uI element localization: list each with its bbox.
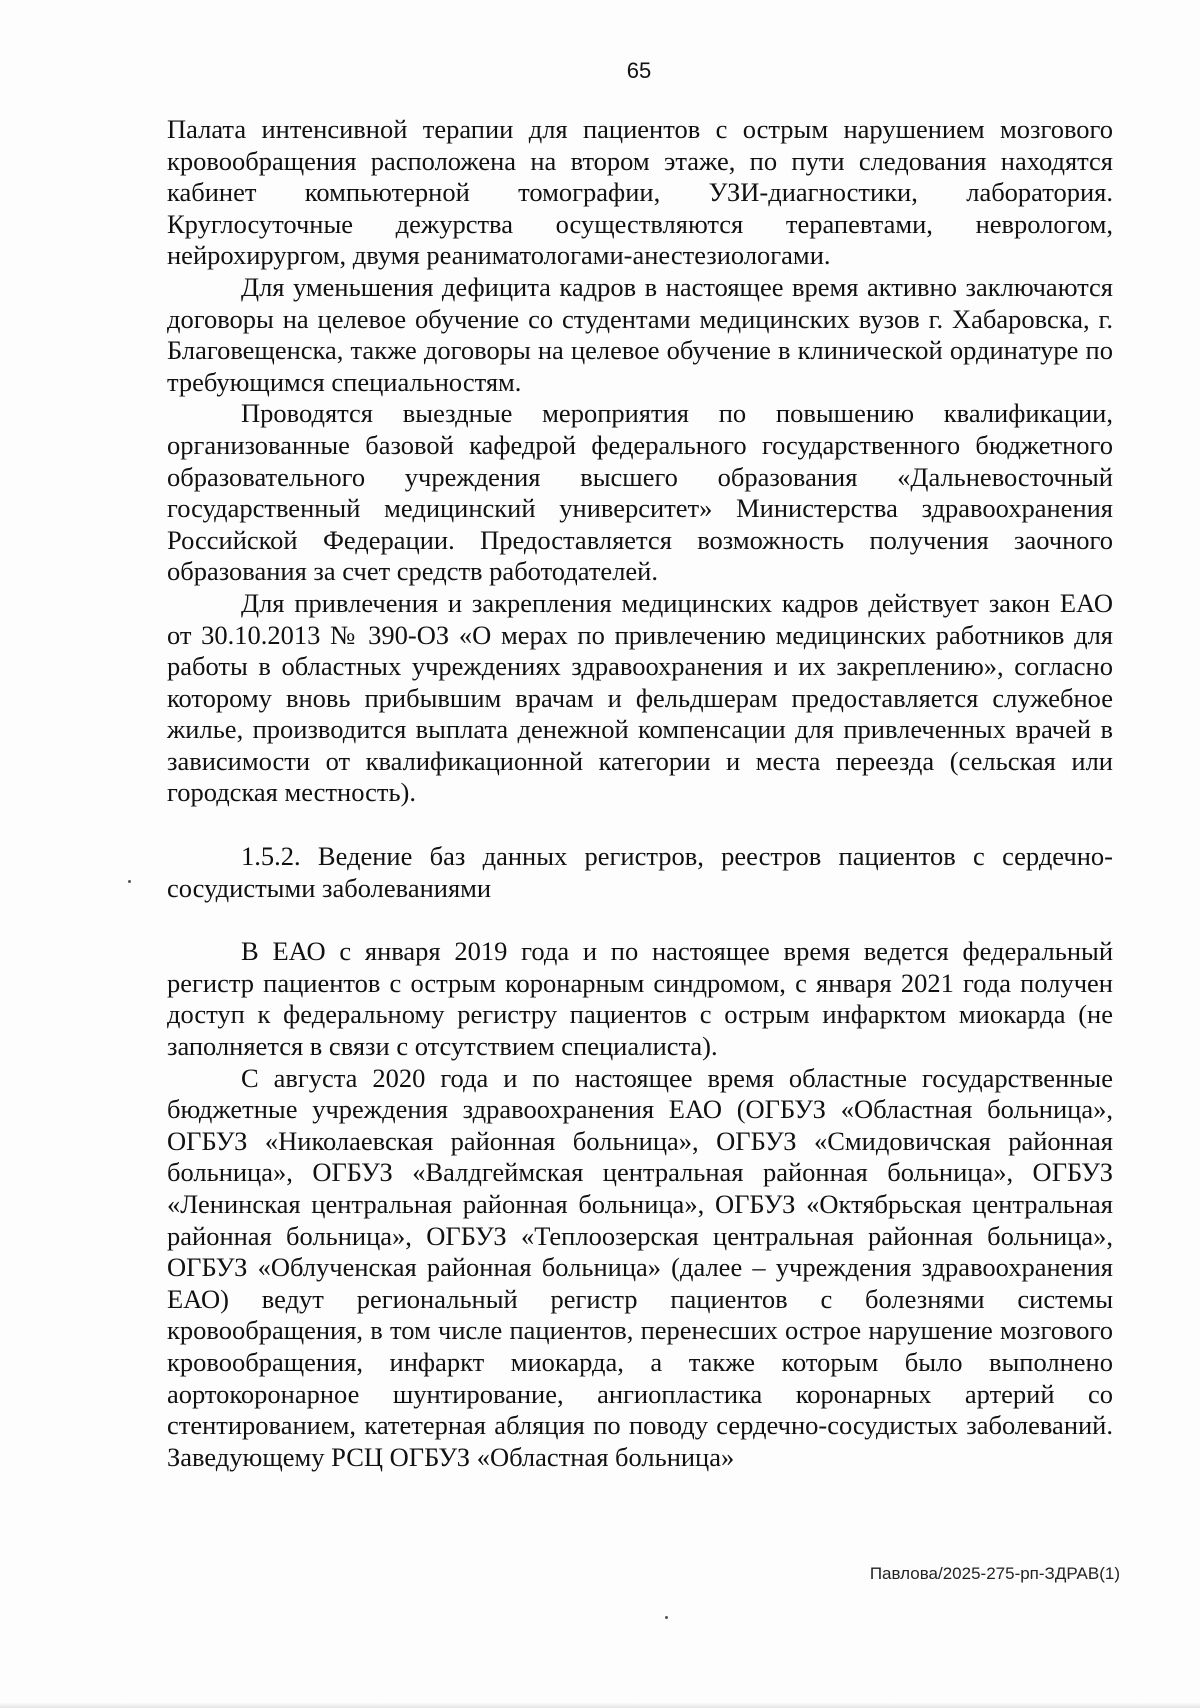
paragraph: Для уменьшения дефицита кадров в настоящее время активно заключаются договоры на целевое обучение со студентами медицинских вузов г. Хабаровска, г. Благовещенска, также договоры на целевое обучение в клинической ординатуре по требующимся специальностям. — [167, 271, 1113, 397]
scan-speck — [128, 880, 131, 883]
section-heading: 1.5.2. Ведение баз данных регистров, реестров пациентов с сердечно-сосудистыми заболеваниями — [167, 841, 1113, 903]
scan-edge — [0, 1702, 1200, 1708]
spacer — [167, 904, 1113, 936]
paragraph: Проводятся выездные мероприятия по повышению квалификации, организованные базовой кафедрой федерального государственного бюджетного образовательного учреждения высшего образования «Дальневосточный государственный медицинский университет» Министерства здравоохранения Российской Федерации. Предоставляется возможность получения заочного образования за счет средств работодателей. — [167, 398, 1113, 587]
document-code: Павлова/2025-275-рп-ЗДРАВ(1) — [869, 1564, 1120, 1583]
spacer — [167, 809, 1113, 841]
document-body — [167, 114, 1113, 1473]
paragraph: В ЕАО с января 2019 года и по настоящее время ведется федеральный регистр пациентов с острым коронарным синдромом, с января 2021 года получен доступ к федеральному регистру пациентов с острым инфарктом миокарда (не заполняется в связи с отсутствием специалиста). — [167, 936, 1113, 1062]
paragraph: Для привлечения и закрепления медицинских кадров действует закон ЕАО от 30.10.2013 № 390-ОЗ «О мерах по привлечению медицинских работников для работы в областных учреждениях здравоохранения и их закреплению», согласно которому вновь прибывшим врачам и фельдшерам предоставляется служебное жилье, производится выплата денежной компенсации для привлеченных врачей в зависимости от квалификационной категории и места переезда (сельская или городская местность). — [167, 587, 1113, 808]
scan-speck — [665, 1616, 668, 1619]
page-number: 65 — [626, 58, 652, 83]
paragraph: С августа 2020 года и по настоящее время областные государственные бюджетные учреждения здравоохранения ЕАО (ОГБУЗ «Областная больница», ОГБУЗ «Николаевская районная больница», ОГБУЗ «Смидовичская районная больница», ОГБУЗ «Валдгеймская центральная районная больница», ОГБУЗ «Ленинская центральная районная больница», ОГБУЗ «Октябрьская центральная районная больница», ОГБУЗ «Теплоозерская центральная районная больница», ОГБУЗ «Облученская районная больница» (далее – учреждения здравоохранения ЕАО) ведут региональный регистр пациентов с болезнями системы кровообращения, в том числе пациентов, перенесших острое нарушение мозгового кровообращения, инфаркт миокарда, а также которым было выполнено аортокоронарное шунтирование, ангиопластика коронарных артерий со стентированием, катетерная абляция по поводу сердечно-сосудистых заболеваний. Заведующему РСЦ ОГБУЗ «Областная больница» — [167, 1062, 1113, 1472]
paragraph: Палата интенсивной терапии для пациентов с острым нарушением мозгового кровообращения расположена на втором этаже, по пути следования находятся кабинет компьютерной томографии, УЗИ-диагностики, лаборатория. Круглосуточные дежурства осуществляются терапевтами, неврологом, нейрохирургом, двумя реаниматологами-анестезиологами. — [167, 114, 1113, 271]
